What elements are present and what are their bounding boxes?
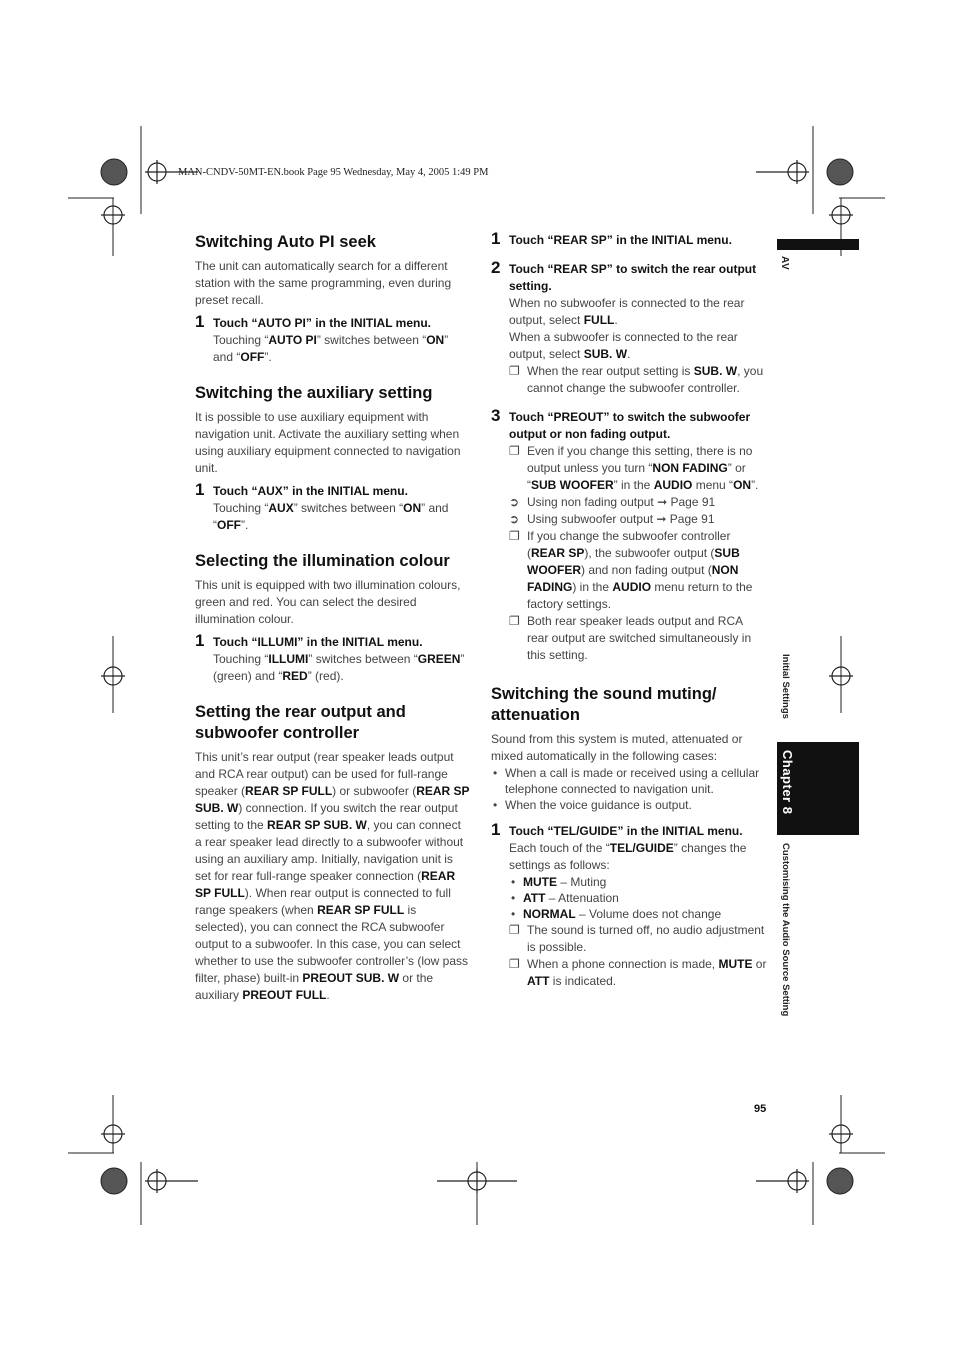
section-sound-muting xyxy=(491,684,767,990)
step xyxy=(195,631,470,685)
reference: ➲ Using subwoofer output ➞ Page 91 xyxy=(509,512,715,526)
step-number: 2 xyxy=(491,258,501,277)
initial-settings-tab-label: Initial Settings xyxy=(780,654,791,719)
step-description: Each touch of the “TEL/GUIDE” changes the settings as follows: xyxy=(509,841,747,872)
section-body: This unit’s rear output (rear speaker leads output and RCA rear output) can be used for full-range speaker (REAR SP FULL) or subwoofer (REAR SP SUB. W) connection. If you switch the rear output setting to the REAR SP SUB. W, you can connect a rear speaker lead directly to a subwoofer without using an auxiliary amp. Initially, navigation unit is set for rear full-range speaker connection (REAR SP FULL). When rear output is connected to full range speakers (when REAR SP FULL is selected), you can connect the RCA subwoofer output to a subwoofer. In this case, you can select whether to use the subwoofer controller’s (low pass filter, phase) built-in PREOUT SUB. W or the auxiliary PREOUT FULL. xyxy=(195,750,470,1002)
reference-icon: ➲ xyxy=(509,512,520,526)
reference: ➲ Using non fading output ➞ Page 91 xyxy=(509,495,716,509)
section-body: It is possible to use auxiliary equipment with navigation unit. Activate the auxiliary setting when using auxiliary equipment connected to navigation unit. xyxy=(195,410,461,475)
step-number: 1 xyxy=(195,312,205,331)
step-description: Touching “AUX” switches between “ON” and “OFF”. xyxy=(213,501,449,532)
bullet-item: • When the voice guidance is output. xyxy=(493,798,692,812)
step-title: Touch “REAR SP” in the INITIAL menu. xyxy=(509,233,732,247)
right-column xyxy=(491,229,767,1007)
step-description: Touching “AUTO PI” switches between “ON” and “OFF”. xyxy=(213,333,449,364)
note-icon: ❐ xyxy=(509,957,520,971)
step-title: Touch “ILLUMI” in the INITIAL menu. xyxy=(213,635,423,649)
av-tab-label: AV xyxy=(779,256,790,271)
note: ❐ Both rear speaker leads output and RCA rear output are switched simultaneously in this setting. xyxy=(509,614,752,662)
step xyxy=(491,820,767,990)
option-item: • ATT – Attenuation xyxy=(511,891,619,905)
step-number: 1 xyxy=(491,820,501,839)
option-item: • MUTE – Muting xyxy=(511,875,607,889)
note: ❐ When a phone connection is made, MUTE or ATT is indicated. xyxy=(509,957,767,988)
note: ❐ The sound is turned off, no audio adjustment is possible. xyxy=(509,923,765,954)
note-icon: ❐ xyxy=(509,444,520,458)
page-number: 95 xyxy=(754,1103,767,1115)
step-switch-rear xyxy=(491,258,767,397)
section-title: Selecting the illumination colour xyxy=(195,552,450,570)
step-number: 3 xyxy=(491,406,501,425)
note-icon: ❐ xyxy=(509,364,520,378)
section-title: Switching the sound muting/ attenuation xyxy=(491,685,717,724)
note-icon: ❐ xyxy=(509,923,520,937)
option-item: • NORMAL – Volume does not change xyxy=(511,907,722,921)
note: ❐ Even if you change this setting, there is no output unless you turn “NON FADING” or “SUB WOOFER” in the AUDIO menu “ON”. xyxy=(509,444,759,492)
section-rear-output xyxy=(195,702,470,1004)
chapter-tab-label: Chapter 8 xyxy=(780,750,795,815)
step-description: When a subwoofer is connected to the rear output, select SUB. W. xyxy=(509,330,738,361)
step-number: 1 xyxy=(491,229,501,248)
step-number: 1 xyxy=(195,480,205,499)
step-description: Touching “ILLUMI” switches between “GREEN” (green) and “RED” (red). xyxy=(213,652,465,683)
step-description: When no subwoofer is connected to the rear output, select FULL. xyxy=(509,296,745,327)
step-title: Touch “PREOUT” to switch the subwoofer output or non fading output. xyxy=(509,410,751,441)
step-title: Touch “AUX” in the INITIAL menu. xyxy=(213,484,408,498)
reference-icon: ➲ xyxy=(509,495,520,509)
section-illumination xyxy=(195,551,470,685)
section-aux xyxy=(195,383,470,534)
left-column xyxy=(195,232,470,1021)
step-title: Touch “TEL/GUIDE” in the INITIAL menu. xyxy=(509,824,743,838)
section-title: Switching Auto PI seek xyxy=(195,233,376,251)
bullet-item: • When a call is made or received using a cellular telephone connected to navigation unit. xyxy=(493,766,760,796)
section-title: Switching the auxiliary setting xyxy=(195,384,433,402)
step xyxy=(195,480,470,534)
step-rear-sp xyxy=(491,229,767,249)
note-icon: ❐ xyxy=(509,614,520,628)
note-icon: ❐ xyxy=(509,529,520,543)
note: ❐ When the rear output setting is SUB. W, you cannot change the subwoofer controller. xyxy=(509,364,764,395)
section-title: Setting the rear output and subwoofer controller xyxy=(195,703,406,742)
step-preout xyxy=(491,406,767,664)
step xyxy=(195,312,470,366)
section-auto-pi xyxy=(195,232,470,366)
step-title: Touch “REAR SP” to switch the rear output setting. xyxy=(509,262,757,293)
step-number: 1 xyxy=(195,631,205,650)
step-title: Touch “AUTO PI” in the INITIAL menu. xyxy=(213,316,432,330)
customising-tab-label: Customising the Audio Source Setting xyxy=(780,843,791,1017)
section-body: Sound from this system is muted, attenuated or mixed automatically in the following cases: xyxy=(491,732,743,763)
section-body: The unit can automatically search for a different station with the same programming, even during preset recall. xyxy=(195,259,452,307)
section-body: This unit is equipped with two illumination colours, green and red. You can select the desired illumination colour. xyxy=(195,578,461,626)
av-tab-bar xyxy=(777,239,859,250)
note: ❐ If you change the subwoofer controller (REAR SP), the subwoofer output (SUB WOOFER) and non fading output (NON FADING) in the AUDIO menu return to the factory settings. xyxy=(509,529,753,611)
file-header: MAN-CNDV-50MT-EN.book Page 95 Wednesday, May 4, 2005 1:49 PM xyxy=(178,167,489,178)
